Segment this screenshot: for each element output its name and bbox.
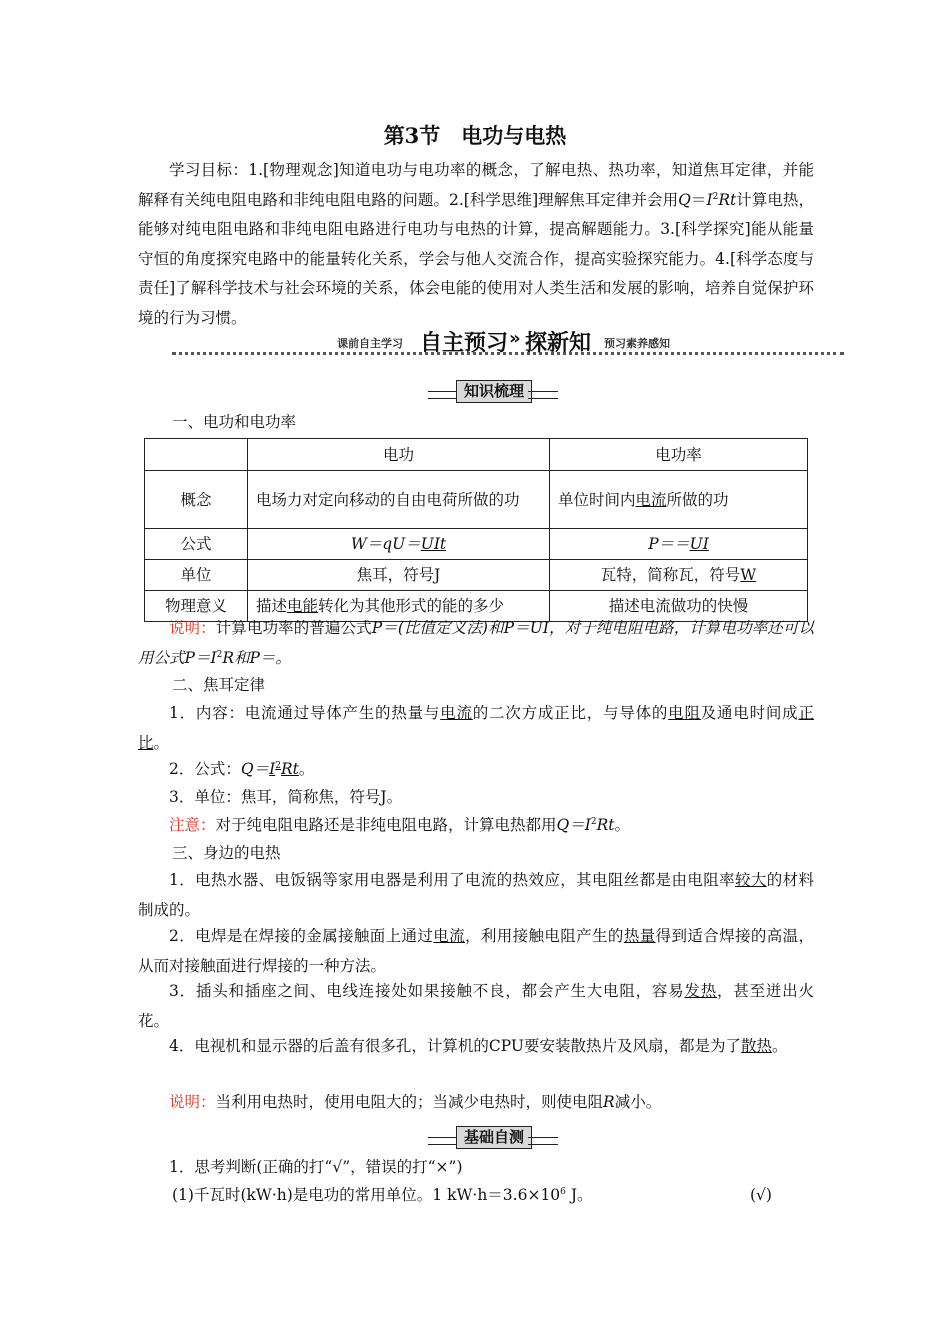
- table-row: 电功 电功率: [145, 439, 808, 471]
- note-power-formula: 说明：计算电功率的普遍公式P＝(比值定义法)和P＝UI，对于纯电阻电路，计算电功率还可以用公式$P=I^2R$和P＝。: [138, 619, 814, 667]
- question-1-title: 1．思考判断(正确的打“√”，错误的打“×”): [169, 1158, 463, 1176]
- banner-left-label: 课前自主学习: [337, 337, 403, 350]
- banner-right-label: 预习素养感知: [604, 337, 670, 350]
- question-1-item-1: (1)千瓦时(kW·h)是电功的常用单位。1 $kW\cdot h=3.6\times 10^6$ J。 (√): [172, 1181, 802, 1210]
- section-1-title: 一、电功和电功率: [172, 413, 297, 431]
- banner-title-2: 探新知: [525, 331, 592, 356]
- table-row: 公式 W＝qU＝UIt P＝＝UI: [145, 529, 808, 560]
- self-test-heading: 基础自测: [428, 1126, 558, 1148]
- joule-law-content: 1．内容：电流通过导体产生的热量与电流的二次方成正比，与导体的电阻及通电时间成正比。: [138, 704, 814, 752]
- list-item: 1．电热水器、电饭锅等家用电器是利用了电流的热效应，其电阻丝都是由电阻率较大的材料制成的。: [138, 871, 814, 919]
- table-row: 单位 焦耳，符号J 瓦特，简称瓦，符号W: [145, 560, 808, 591]
- list-item: 3．插头和插座之间、电线连接处如果接触不良，都会产生大电阻，容易发热，甚至迸出火花。: [138, 982, 814, 1030]
- table-row: 物理意义 描述电能转化为其他形式的能的多少 描述电流做功的快慢: [145, 591, 808, 622]
- note-heat-formula: 注意：对于纯电阻电路还是非纯电阻电路，计算电热都用$Q=I^2Rt$。: [169, 816, 631, 834]
- banner-divider: [172, 352, 844, 355]
- joule-law-formula: 2．公式：$Q=I^2Rt$。: [169, 760, 315, 778]
- list-item: 4．电视机和显示器的后盖有很多孔，计算机的CPU要安装散热片及风扇，都是为了散热。: [169, 1037, 788, 1055]
- answer-mark: (√): [750, 1186, 772, 1204]
- learning-objectives: 学习目标：1.[物理观念]知道电功与电功率的概念，了解电热、热功率，知道焦耳定律，并能解释有关纯电阻电路和非纯电阻电路的问题。2.[科学思维]理解焦耳定律并会用$Q=I^2Rt$计算电热，能够对纯电阻电路和非纯电阻电路进行电功与电热的计算，提高解题能力。3.[科学探究]能从能量守恒的角度探究电路中的能量转化关系，学会与他人交流合作，提高实验探究能力。4.[科学态度与责任]了解科学技术与社会环境的关系，体会电能的使用对人类生活和发展的影响，培养自觉保护环境的行为习惯。: [138, 161, 814, 327]
- banner-arrow-icon: »: [509, 328, 521, 349]
- power-table: [144, 438, 808, 622]
- joule-law-unit: 3．单位：焦耳，简称焦，符号J。: [169, 788, 403, 806]
- section-banner: [172, 325, 844, 357]
- table-row: 概念 电场力对定向移动的自由电荷所做的功 单位时间内电流所做的功: [145, 471, 808, 529]
- section-2-title: 二、焦耳定律: [172, 676, 266, 694]
- knowledge-heading: 知识梳理: [428, 380, 558, 402]
- list-item: 2．电焊是在焊接的金属接触面上通过电流，利用接触电阻产生的热量得到适合焊接的高温，从而对接触面进行焊接的一种方法。: [138, 927, 814, 975]
- section-3-title: 三、身边的电热: [172, 844, 281, 862]
- page-title: 第3节 电功与电热: [383, 123, 567, 148]
- banner-title: 自主预习: [420, 331, 509, 356]
- note-resistance: 说明：当利用电热时，使用电阻大的；当减少电热时，则使电阻R减小。: [169, 1093, 662, 1111]
